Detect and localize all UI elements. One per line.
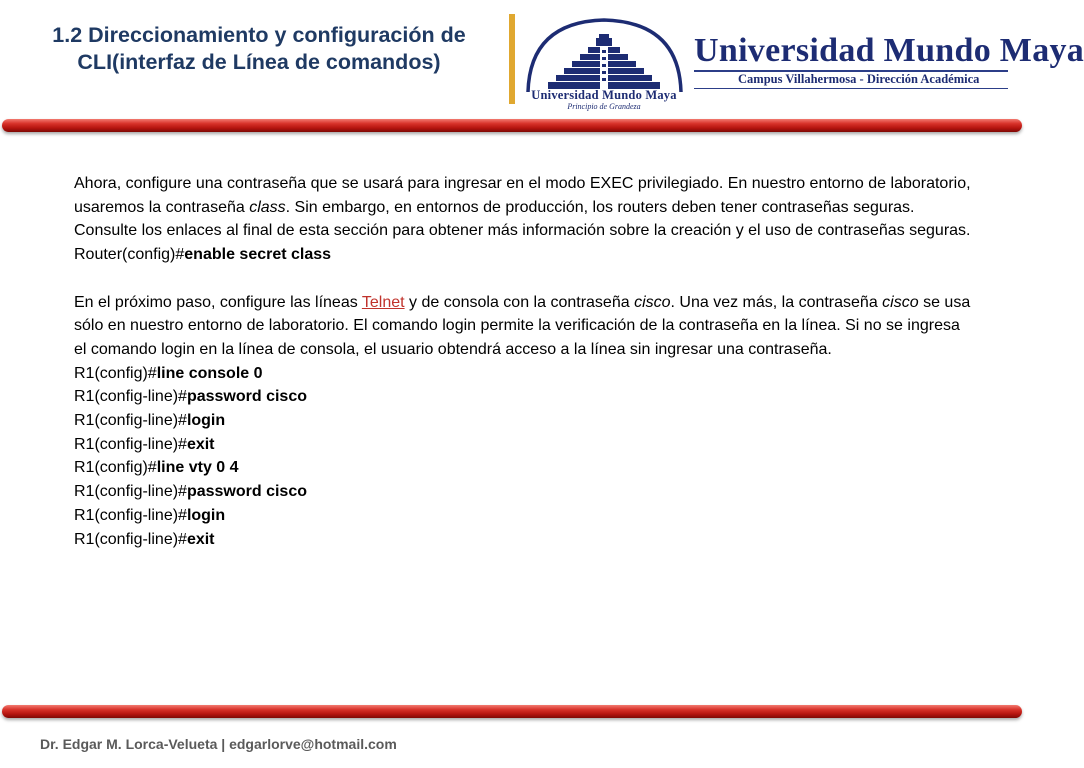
command-line: R1(config-line)#login: [74, 506, 226, 524]
title-divider: [509, 14, 515, 104]
paragraph-gap: [74, 267, 974, 291]
emphasis-cisco: cisco: [634, 293, 671, 311]
footer-divider-bar: [2, 705, 1022, 718]
title-line-2: CLI(interfaz de Línea de comandos): [77, 50, 441, 74]
logo-motto: Principio de Grandeza: [567, 102, 641, 111]
paragraph-enable-password: Ahora, configure una contraseña que se usará para ingresar en el modo EXEC privilegiado. En nuestro entorno de laboratorio, usaremos la contraseña class. Sin embargo, en entornos de producción, los routers deben tener contraseñas seguras. Consulte los enlaces al final de esta sección para obtener más información sobre la creación y el uso de contraseñas seguras.: [74, 175, 971, 240]
command-line: R1(config)#line console 0: [74, 364, 263, 382]
footer-author: Dr. Edgar M. Lorca-Velueta | edgarlorve@hotmail.com: [40, 736, 397, 752]
university-name: Universidad Mundo Maya: [694, 32, 1084, 69]
title-line-1: 1.2 Direccionamiento y configuración de: [52, 23, 466, 47]
slide-title: [18, 22, 500, 76]
pyramid-logo-icon: [522, 14, 687, 94]
header-divider-bar: [2, 119, 1022, 132]
emphasis-cisco-2: cisco: [882, 293, 919, 311]
emphasis-class: class: [249, 198, 286, 216]
command-line: R1(config-line)#exit: [74, 435, 215, 453]
logo-caption: Universidad Mundo Maya: [531, 88, 677, 102]
paragraph-line-passwords: En el próximo paso, configure las líneas Telnet y de consola con la contraseña cisco. Una vez más, la contraseña cisco se usa sólo en nuestro entorno de laboratorio. El comando login permite la verificación de la contraseña en la línea. Si no se ingresa el comando login en la línea de consola, el usuario obtendrá acceso a la línea sin ingresar una contraseña.: [74, 293, 971, 358]
university-subtitle: Campus Villahermosa - Dirección Académica: [738, 72, 980, 86]
command-line: R1(config-line)#password cisco: [74, 483, 307, 501]
command-line: R1(config-line)#login: [74, 412, 226, 430]
command-line: R1(config)#line vty 0 4: [74, 459, 239, 477]
university-rule-bottom: [694, 88, 1008, 89]
command-line-enable: Router(config)#enable secret class: [74, 246, 332, 264]
telnet-link[interactable]: Telnet: [361, 293, 405, 311]
slide-body: [74, 172, 974, 551]
command-line: R1(config-line)#password cisco: [74, 388, 307, 406]
command-line: R1(config-line)#exit: [74, 530, 215, 548]
